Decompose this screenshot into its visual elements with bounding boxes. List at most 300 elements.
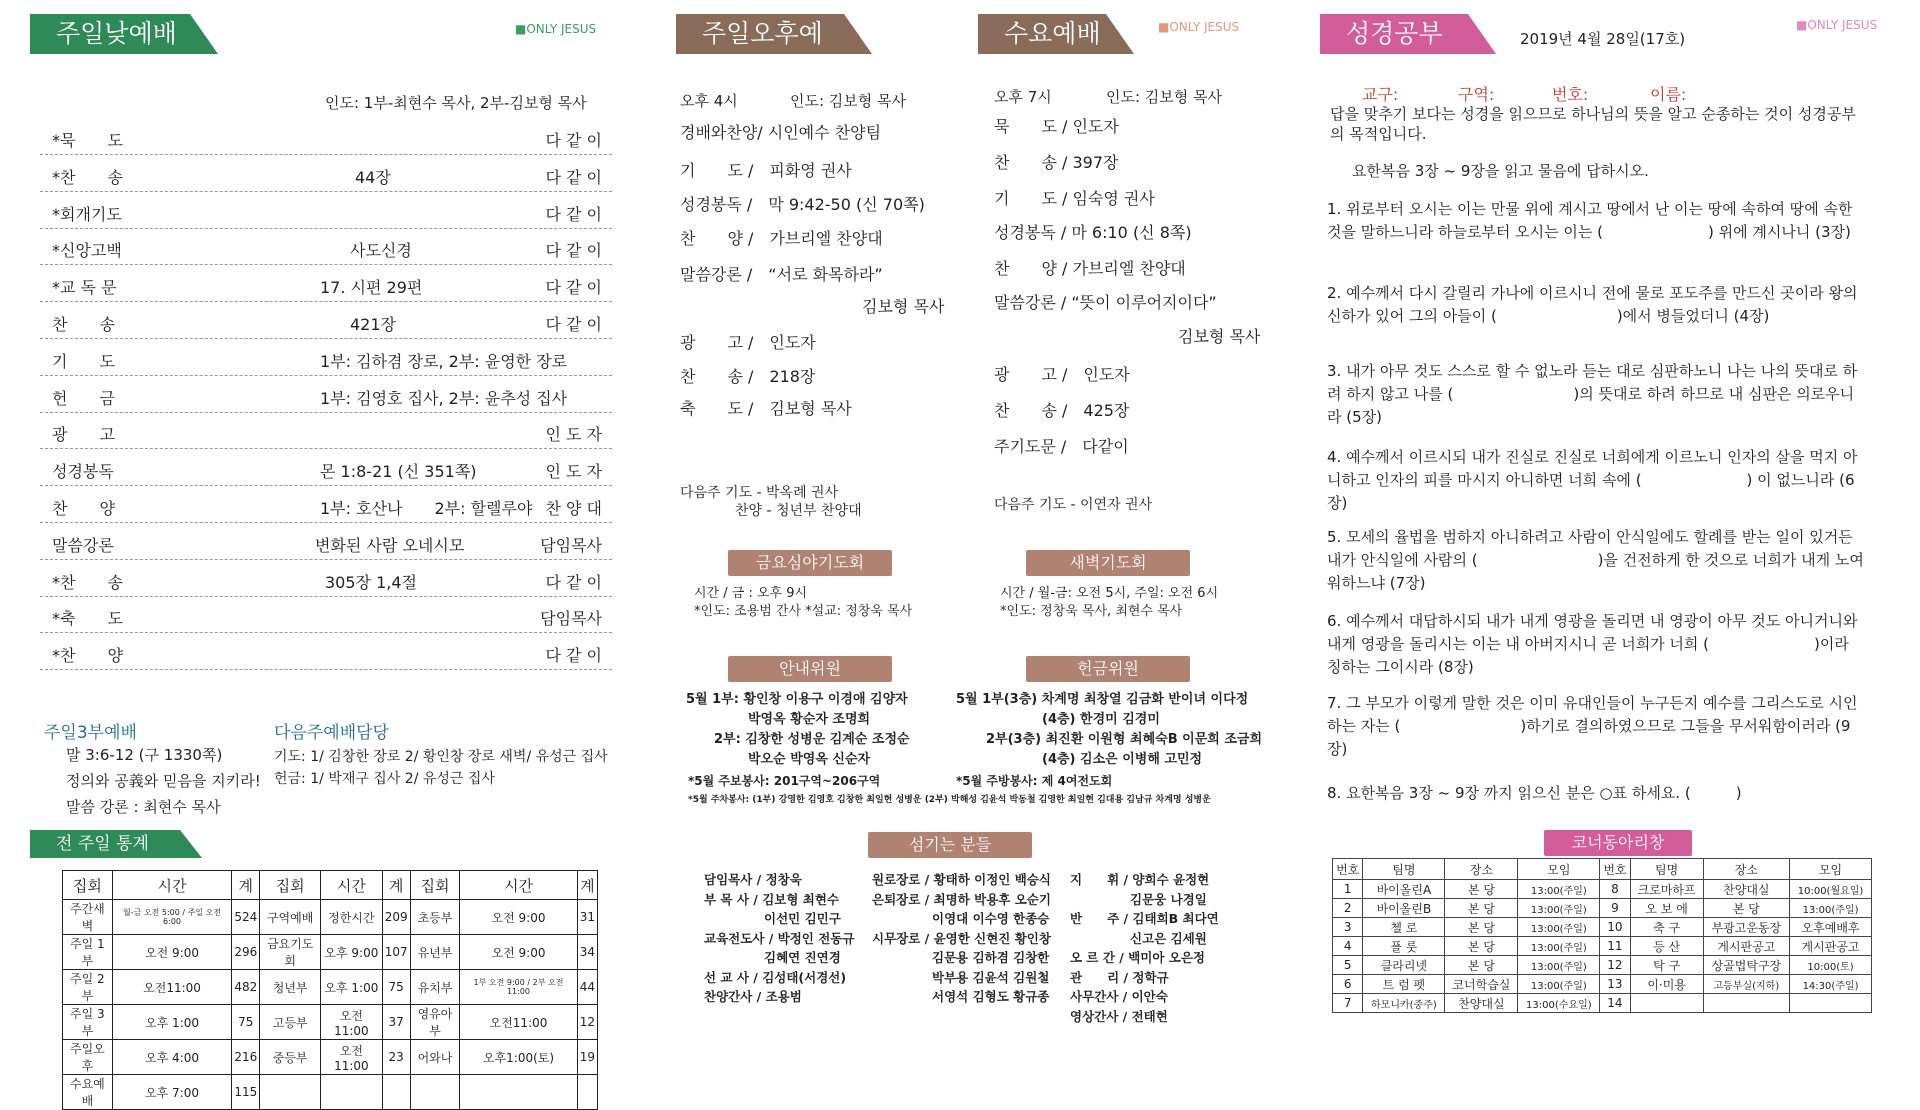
- servant-line: 시무장로 / 윤영한 신현진 황인창: [872, 930, 1051, 946]
- stats-cell: 오후 4:00: [112, 1040, 232, 1075]
- club-cell: 바이올린B: [1363, 899, 1445, 918]
- club-cell: 10:00(토): [1790, 956, 1872, 975]
- bible-study-header: [1320, 14, 1468, 54]
- stats-cell: 구역예배: [260, 900, 321, 935]
- stats-cell: 115: [232, 1075, 260, 1110]
- stats-cell: 오전11:00: [460, 1005, 577, 1040]
- servant-line: 원로장로 / 황태하 이정인 백승식: [872, 872, 1051, 887]
- club-cell: 13:00(주일): [1518, 956, 1600, 975]
- friday-prayer-line: 시간 / 금 : 오후 9시: [694, 586, 808, 601]
- stats-cell: 296: [232, 935, 260, 970]
- club-cell: 본 당: [1445, 956, 1518, 975]
- offering-line: (4층) 김소은 이병해 고민정: [1042, 752, 1203, 767]
- club-row: [1333, 956, 1872, 975]
- offering-note: *5월 주방봉사: 제 4여전도회: [956, 774, 1113, 788]
- club-cell: 본 당: [1703, 899, 1789, 918]
- order-item: 찬 송: [52, 315, 115, 334]
- offering-line: 2부(3층) 최진환 이원형 최혜숙B 이문희 조금희: [986, 732, 1262, 747]
- order-person: 다 같 이: [545, 241, 602, 261]
- club-cell: 10: [1600, 918, 1630, 937]
- order-detail: 사도신경: [350, 241, 412, 261]
- club-cell: 13:00(주일): [1518, 899, 1600, 918]
- field-number: 번호:: [1552, 85, 1589, 104]
- afternoon-order-line: 말씀강론 / “서로 화목하라”: [680, 265, 883, 284]
- club-cell: 13:00(수요일): [1518, 994, 1600, 1013]
- order-item: *회개기도: [52, 204, 122, 224]
- morning-order-row: [40, 155, 612, 192]
- club-row: [1333, 975, 1872, 994]
- stats-cell: 영유아부: [410, 1005, 460, 1040]
- servant-line: 이영대 이수영 한종승: [932, 911, 1050, 926]
- morning-order-row: [40, 560, 612, 597]
- club-cell: 13:00(주일): [1518, 880, 1600, 899]
- club-cell: [1790, 994, 1872, 1013]
- order-person: 다 같 이: [545, 204, 602, 224]
- stats-cell: 초등부: [410, 900, 460, 935]
- stats-cell: 오전11:00: [321, 1040, 383, 1075]
- club-row: [1333, 937, 1872, 956]
- morning-order-row: [40, 118, 612, 155]
- field-name: 이름:: [1650, 85, 1687, 104]
- morning-order-row: [40, 449, 612, 486]
- club-cell: 코너학습실: [1445, 975, 1518, 994]
- stats-cell: 23: [382, 1040, 410, 1075]
- stats-cell: 107: [382, 935, 410, 970]
- stats-cell: 482: [232, 970, 260, 1005]
- stats-row: [63, 970, 598, 1005]
- morning-order-row: [40, 265, 612, 302]
- order-person: 다 같 이: [545, 278, 602, 298]
- morning-order-row: [40, 228, 612, 265]
- club-row: [1333, 880, 1872, 899]
- club-cell: 4: [1333, 937, 1363, 956]
- club-cell: 10:00(월요일): [1790, 880, 1872, 899]
- morning-order-row: [40, 633, 612, 670]
- order-detail: 421장: [350, 315, 396, 334]
- morning-order-row: [40, 339, 612, 376]
- club-cell: 13:00(주일): [1790, 899, 1872, 918]
- order-item: *묵 도: [52, 131, 123, 150]
- order-person: 인 도 자: [545, 425, 602, 445]
- order-person: 담임목사: [540, 609, 602, 629]
- stats-cell: 오전 9:00: [460, 900, 577, 935]
- wednesday-order-line: 찬 송 / 397장: [994, 153, 1119, 172]
- stats-cell: 월-금 오전 5:00 / 주일 오전 6:00: [112, 900, 232, 935]
- next-week-title: 다음주예배담당: [274, 723, 389, 743]
- third-service-line: 말 3:6-12 (구 1330쪽): [66, 746, 223, 764]
- club-cell: 첼 로: [1363, 918, 1445, 937]
- club-cell: 2: [1333, 899, 1363, 918]
- stats-cell: 524: [232, 900, 260, 935]
- afternoon-next-praise: 찬양 - 청년부 찬양대: [735, 503, 862, 519]
- afternoon-order-line: 경배와찬양/ 시인예수 찬양팀: [680, 123, 882, 142]
- offering-line: (4층) 한경미 김경미: [1042, 712, 1160, 727]
- stats-header: [30, 830, 180, 858]
- wednesday-order-line: 김보형 목사: [1178, 327, 1261, 346]
- afternoon-order-line: 광 고 / 인도자: [680, 333, 816, 352]
- order-item: 찬 양: [52, 499, 115, 518]
- order-detail: 1부: 김영호 집사, 2부: 윤추성 집사: [320, 388, 568, 408]
- servant-line: 선 교 사 / 김성태(서경선): [704, 969, 847, 985]
- morning-leader: 인도: 1부-최현수 목사, 2부-김보형 목사: [325, 94, 587, 112]
- stats-table: [62, 870, 598, 1110]
- club-cell: 등 산: [1630, 937, 1703, 956]
- stats-cell: 청년부: [260, 970, 321, 1005]
- study-intro: 답을 맞추기 보다는 성경을 읽으므로 하나님의 뜻을 알고 순종하는 것이 성경공부의 목적입니다.: [1330, 105, 1856, 143]
- stats-cell: 주일 2부: [63, 970, 113, 1005]
- order-detail: 1부: 호산나 2부: 할렐루야: [320, 499, 533, 518]
- study-question: 8. 요한복음 3장 ~ 9장 까지 읽으신 분은 ○표 하세요. ( ): [1327, 784, 1742, 802]
- next-week-line: 기도: 1/ 김창한 장로 2/ 황인창 장로 새벽/ 유성근 집사: [274, 749, 608, 765]
- stats-row: [63, 1075, 598, 1110]
- club-cell: 이·미용: [1630, 975, 1703, 994]
- stats-header-cell: 계: [382, 871, 410, 900]
- afternoon-next-prayer: 다음주 기도 - 박옥례 권사: [680, 485, 839, 501]
- morning-order-row: [40, 523, 612, 560]
- order-item: *찬 양: [52, 646, 123, 666]
- only-jesus-tag: ■ONLY JESUS: [1796, 18, 1878, 32]
- afternoon-order-line: 축 도 / 김보형 목사: [680, 399, 852, 418]
- study-question: 5. 모세의 율법을 범하지 아니하려고 사람이 안식일에도 할례를 받는 일이 있거든 내가 안식일에 사람의 ( )을 건전하게 한 것으로 너희가 내게 노여워하느냐 (7장): [1327, 528, 1864, 592]
- club-header-cell: 장소: [1703, 859, 1789, 880]
- club-cell: 본 당: [1445, 899, 1518, 918]
- third-service-line: 정의와 공義와 믿음을 지키라!: [66, 772, 261, 790]
- club-cell: 3: [1333, 918, 1363, 937]
- club-cell: 탁 구: [1630, 956, 1703, 975]
- study-question: 4. 예수께서 이르시되 내가 진실로 진실로 너희에게 이르노니 인자의 살을 먹지 아니하고 인자의 피를 마시지 아니하면 너희 속에 ( ) 이 없느니라 (6장): [1327, 448, 1858, 512]
- morning-order-row: [40, 192, 612, 229]
- order-detail: 변화된 사람 오네시모: [315, 535, 465, 555]
- servant-line: 서영석 김형도 황규종: [932, 989, 1050, 1004]
- order-item: *찬 송: [52, 572, 123, 592]
- stats-cell: 31: [577, 900, 597, 935]
- servant-line: 오 르 간 / 백미아 오은정: [1070, 950, 1205, 965]
- afternoon-order-line: 찬 양 / 가브리엘 찬양대: [680, 229, 883, 248]
- club-cell: 본 당: [1445, 918, 1518, 937]
- order-person: 다 같 이: [545, 131, 602, 150]
- wednesday-time: 오후 7시: [994, 88, 1052, 106]
- afternoon-time: 오후 4시: [680, 92, 738, 110]
- only-jesus-tag: ■ONLY JESUS: [515, 22, 597, 36]
- stats-cell: 정한시간: [321, 900, 383, 935]
- morning-order-row: [40, 486, 612, 523]
- stats-cell: 주일 3부: [63, 1005, 113, 1040]
- club-cell: 축 구: [1630, 918, 1703, 937]
- order-item: 광 고: [52, 425, 115, 445]
- servant-line: 신고은 김세원: [1130, 930, 1207, 946]
- club-cell: 본 당: [1445, 880, 1518, 899]
- stats-cell: 오후 1:00: [112, 1005, 232, 1040]
- stats-title: 전 주일 통계: [56, 834, 149, 854]
- friday-prayer-title: 금요심야기도회: [728, 550, 892, 576]
- sunday-afternoon-title: 주일오후예배: [702, 19, 823, 88]
- club-header-cell: 팀명: [1363, 859, 1445, 880]
- stats-header-cell: 계: [577, 871, 597, 900]
- morning-order-row: [40, 376, 612, 413]
- club-header-cell: 장소: [1445, 859, 1518, 880]
- bible-study-title: 성경공부: [1346, 19, 1443, 48]
- club-cell: 바이올린A: [1363, 880, 1445, 899]
- club-cell: 고등부실(지하): [1703, 975, 1789, 994]
- only-jesus-tag: ■ONLY JESUS: [1158, 20, 1240, 34]
- club-cell: 14:30(주일): [1790, 975, 1872, 994]
- club-cell: 9: [1600, 899, 1630, 918]
- stats-cell: 오후1:00(토): [460, 1040, 577, 1075]
- club-cell: 13: [1600, 975, 1630, 994]
- order-item: *신앙고백: [52, 241, 122, 261]
- stats-cell: 유년부: [410, 935, 460, 970]
- sunday-morning-header: [30, 14, 190, 54]
- order-item: 기 도: [52, 351, 115, 371]
- stats-cell: [260, 1075, 321, 1110]
- offering-line: 5월 1부(3층) 차계명 최창열 김금화 반이녀 이다정: [956, 692, 1249, 707]
- wednesday-order-line: 묵 도 / 인도자: [994, 117, 1119, 136]
- servant-line: 사무간사 / 이안숙: [1070, 989, 1168, 1004]
- study-question: 7. 그 부모가 이렇게 말한 것은 이미 유대인들이 누구든지 예수를 그리스도로 시인하는 자는 ( )하기로 결의하였으므로 그들을 무서워함이러라 (9장): [1327, 694, 1858, 758]
- servant-line: 관 리 / 정학규: [1070, 969, 1169, 985]
- morning-order-row: [40, 412, 612, 449]
- order-detail: 17. 시편 29편: [320, 278, 423, 298]
- sunday-afternoon-header: [676, 14, 844, 88]
- stats-header-cell: 시간: [460, 871, 577, 900]
- servant-line: 부 목 사 / 김보형 최현수: [704, 891, 839, 907]
- club-cell: 7: [1333, 994, 1363, 1013]
- club-cell: 13:00(주일): [1518, 937, 1600, 956]
- club-cell: 오후예배후: [1790, 918, 1872, 937]
- club-cell: 5: [1333, 956, 1363, 975]
- stats-cell: [321, 1075, 383, 1110]
- club-cell: 게시판공고: [1703, 937, 1789, 956]
- order-person: 인 도 자: [545, 462, 602, 482]
- order-detail: 1부: 김하겸 장로, 2부: 윤영한 장로: [320, 351, 568, 371]
- servant-line: 담임목사 / 정창욱: [704, 872, 802, 887]
- afternoon-order-line: 김보형 목사: [862, 297, 945, 316]
- club-table: [1332, 858, 1872, 1013]
- order-item: 성경봉독: [52, 462, 114, 482]
- stats-cell: [460, 1075, 577, 1110]
- order-person: 다 같 이: [545, 315, 602, 334]
- stats-header-cell: 집회: [63, 871, 113, 900]
- guide-line: 5월 1부: 황인창 이용구 이경애 김양자: [686, 692, 908, 707]
- stats-cell: 오후 1:00: [321, 970, 383, 1005]
- club-row: [1333, 899, 1872, 918]
- wednesday-order-line: 기 도 / 임숙영 권사: [994, 189, 1155, 208]
- stats-cell: 중등부: [260, 1040, 321, 1075]
- stats-row: [63, 900, 598, 935]
- club-cell: 11: [1600, 937, 1630, 956]
- stats-header-cell: 시간: [321, 871, 383, 900]
- guide-line: 2부: 김창한 성병운 김계순 조정순: [714, 732, 910, 747]
- club-cell: 8: [1600, 880, 1630, 899]
- study-question: 3. 내가 아무 것도 스스로 할 수 없노라 듣는 대로 심판하노니 나는 나의 뜻대로 하려 하지 않고 나를 ( )의 뜻대로 하려 하므로 내 심판은 의로우니라 (5장): [1327, 362, 1858, 426]
- stats-cell: 어와나: [410, 1040, 460, 1075]
- stats-cell: 209: [382, 900, 410, 935]
- stats-row: [63, 1005, 598, 1040]
- study-instruction: 요한복음 3장 ~ 9장을 읽고 물음에 답하시오.: [1352, 162, 1649, 180]
- wednesday-order-line: 광 고 / 인도자: [994, 365, 1130, 384]
- stats-row: [63, 935, 598, 970]
- club-cell: 본 당: [1445, 937, 1518, 956]
- bulletin-date: 2019년 4월 28일(17호): [1520, 30, 1686, 48]
- order-person: 다 같 이: [545, 167, 602, 187]
- stats-cell: 34: [577, 935, 597, 970]
- guide-note: *5월 주보봉사: 201구역~206구역: [688, 774, 881, 788]
- wednesday-next-prayer: 다음주 기도 - 이연자 권사: [994, 497, 1153, 513]
- order-detail: 몬 1:8-21 (신 351쪽): [320, 462, 477, 482]
- stats-row: [63, 1040, 598, 1075]
- club-header-cell: 모임: [1790, 859, 1872, 880]
- club-title: 코너동아리창: [1544, 830, 1692, 856]
- friday-prayer-line: *인도: 조용범 간사 *설교: 정창욱 목사: [694, 604, 913, 619]
- wednesday-header: [978, 14, 1106, 54]
- club-row: [1333, 994, 1872, 1013]
- order-detail: 44장: [355, 167, 391, 187]
- servant-line: 교육전도사 / 박정인 전동규: [704, 930, 855, 946]
- club-cell: 6: [1333, 975, 1363, 994]
- field-district: 구역:: [1458, 85, 1495, 104]
- club-header-cell: 모임: [1518, 859, 1600, 880]
- servant-line: 김문용 김하겸 김창한: [932, 950, 1050, 965]
- stats-cell: 오전 9:00: [112, 935, 232, 970]
- stats-cell: 수요예배: [63, 1075, 113, 1110]
- club-cell: 13:00(주일): [1518, 918, 1600, 937]
- dawn-prayer-line: 시간 / 월-금: 오전 5시, 주일: 오전 6시: [1000, 586, 1219, 601]
- club-cell: 부광고운동장: [1703, 918, 1789, 937]
- stats-cell: 고등부: [260, 1005, 321, 1040]
- stats-cell: 오전11:00: [112, 970, 232, 1005]
- stats-cell: 오후 7:00: [112, 1075, 232, 1110]
- club-cell: 클라리넷: [1363, 956, 1445, 975]
- guide-committee-title: 안내위원: [728, 656, 892, 682]
- stats-cell: 주간새벽: [63, 900, 113, 935]
- club-cell: 12: [1600, 956, 1630, 975]
- next-week-line: 헌금: 1/ 박재구 집사 2/ 유성근 집사: [274, 771, 495, 787]
- stats-cell: 금요기도회: [260, 935, 321, 970]
- stats-header-cell: 집회: [260, 871, 321, 900]
- order-item: *교 독 문: [52, 278, 117, 298]
- club-cell: 플 룻: [1363, 937, 1445, 956]
- club-cell: 크로마하프: [1630, 880, 1703, 899]
- stats-cell: 1부 오전 9:00 / 2부 오전 11:00: [460, 970, 577, 1005]
- wednesday-order-line: 찬 양 / 가브리엘 찬양대: [994, 259, 1186, 278]
- servant-line: 김혜연 진연경: [764, 950, 841, 965]
- stats-header-cell: 계: [232, 871, 260, 900]
- stats-cell: 오전11:00: [321, 1005, 383, 1040]
- order-item: 말씀강론: [52, 535, 114, 555]
- club-cell: 찬양대실: [1703, 880, 1789, 899]
- wednesday-leader: 인도: 김보형 목사: [1106, 88, 1223, 106]
- stats-cell: 44: [577, 970, 597, 1005]
- club-cell: 13:00(주일): [1518, 975, 1600, 994]
- servant-line: 은퇴장로 / 최명하 박용후 오순기: [872, 891, 1051, 907]
- afternoon-order-line: 찬 송 / 218장: [680, 367, 816, 386]
- club-cell: 14: [1600, 994, 1630, 1013]
- dawn-prayer-line: *인도: 정창욱 목사, 최현수 목사: [1000, 604, 1183, 619]
- order-detail: 305장 1,4절: [325, 572, 417, 592]
- stats-cell: [382, 1075, 410, 1110]
- morning-order-row: [40, 596, 612, 633]
- stats-cell: 75: [382, 970, 410, 1005]
- servants-title: 섬기는 분들: [868, 832, 1032, 858]
- third-service-title: 주일3부예배: [44, 723, 137, 743]
- field-parish: 교구:: [1362, 85, 1399, 104]
- wednesday-order-line: 찬 송 / 425장: [994, 401, 1130, 420]
- parking-note: *5월 주차봉사: (1부) 강영한 김영호 김창한 최일현 성병운 (2부) 박해성 김윤석 박동철 김영한 최일현 김대용 김남규 차계명 성병운: [688, 795, 1211, 805]
- club-header-cell: 번호: [1333, 859, 1363, 880]
- guide-line: 박영옥 황순자 조명희: [748, 712, 871, 727]
- club-cell: 1: [1333, 880, 1363, 899]
- order-person: 다 같 이: [545, 646, 602, 666]
- stats-header-cell: 시간: [112, 871, 232, 900]
- stats-cell: 오후 9:00: [321, 935, 383, 970]
- order-person: 담임목사: [540, 535, 602, 555]
- servant-line: 이선민 김민구: [764, 911, 841, 926]
- wednesday-order-line: 성경봉독 / 마 6:10 (신 8쪽): [994, 223, 1192, 242]
- afternoon-order-line: 기 도 / 피화영 권사: [680, 161, 852, 180]
- stats-cell: 216: [232, 1040, 260, 1075]
- guide-line: 박오순 박영옥 신순자: [748, 752, 871, 767]
- study-question: 6. 예수께서 대답하시되 내가 내게 영광을 돌리면 내 영광이 아무 것도 아니거니와 내게 영광을 돌리시는 이는 내 아버지시니 곧 너희가 너희 ( )이라 칭하는 그이시라 (8장): [1327, 612, 1858, 676]
- servant-line: 김문웅 나경일: [1130, 891, 1207, 907]
- servant-line: 지 휘 / 양희수 윤정현: [1070, 872, 1210, 887]
- order-item: *찬 송: [52, 167, 123, 187]
- order-person: 다 같 이: [545, 572, 602, 592]
- stats-cell: [577, 1075, 597, 1110]
- stats-header-cell: 집회: [410, 871, 460, 900]
- club-cell: 트 럼 펫: [1363, 975, 1445, 994]
- study-question: 2. 예수께서 다시 갈릴리 가나에 이르시니 전에 물로 포도주를 만드신 곳이라 왕의 신하가 있어 그의 아들이 ( )에서 병들었더니 (4장): [1327, 284, 1858, 325]
- afternoon-order-line: 성경봉독 / 막 9:42-50 (신 70쪽): [680, 195, 925, 214]
- afternoon-leader: 인도: 김보형 목사: [790, 92, 907, 110]
- morning-order-row: [40, 302, 612, 339]
- stats-cell: [410, 1075, 460, 1110]
- stats-cell: 오전 9:00: [460, 935, 577, 970]
- stats-cell: 주일 1부: [63, 935, 113, 970]
- third-service-line: 말씀 강론 : 최현수 목사: [66, 798, 221, 816]
- club-header-cell: 팀명: [1630, 859, 1703, 880]
- order-person: 찬 양 대: [545, 499, 602, 518]
- stats-cell: 12: [577, 1005, 597, 1040]
- stats-cell: 주일오후: [63, 1040, 113, 1075]
- wednesday-title: 수요예배: [1004, 19, 1101, 48]
- club-cell: [1630, 994, 1703, 1013]
- dawn-prayer-title: 새벽기도회: [1026, 550, 1190, 576]
- servant-line: 찬양간사 / 조용범: [704, 989, 802, 1004]
- servant-line: 반 주 / 김태희B 최다연: [1070, 911, 1219, 926]
- club-header-cell: 번호: [1600, 859, 1630, 880]
- wednesday-order-line: 말씀강론 / “뜻이 이루어지이다”: [994, 293, 1217, 312]
- club-cell: 찬양대실: [1445, 994, 1518, 1013]
- club-cell: [1703, 994, 1789, 1013]
- offering-committee-title: 헌금위원: [1026, 656, 1190, 682]
- club-cell: 하모니카(중주): [1363, 994, 1445, 1013]
- study-question: 1. 위로부터 오시는 이는 만물 위에 계시고 땅에서 난 이는 땅에 속하여 땅에 속한 것을 말하느니라 하늘로부터 오시는 이는 ( ) 위에 계시나니 (3장): [1327, 200, 1853, 241]
- stats-cell: 75: [232, 1005, 260, 1040]
- order-item: 헌 금: [52, 388, 115, 408]
- sunday-morning-title: 주일낮예배: [56, 19, 177, 48]
- order-item: *축 도: [52, 609, 123, 629]
- servant-line: 영상간사 / 전태현: [1070, 1008, 1168, 1024]
- club-cell: 게시판공고: [1790, 937, 1872, 956]
- stats-cell: 37: [382, 1005, 410, 1040]
- servant-line: 박부용 김윤석 김원철: [932, 969, 1050, 985]
- club-row: [1333, 918, 1872, 937]
- wednesday-order-line: 주기도문 / 다같이: [994, 437, 1129, 456]
- stats-cell: 유치부: [410, 970, 460, 1005]
- club-cell: 상골법탁구장: [1703, 956, 1789, 975]
- stats-cell: 19: [577, 1040, 597, 1075]
- club-cell: 오 보 에: [1630, 899, 1703, 918]
